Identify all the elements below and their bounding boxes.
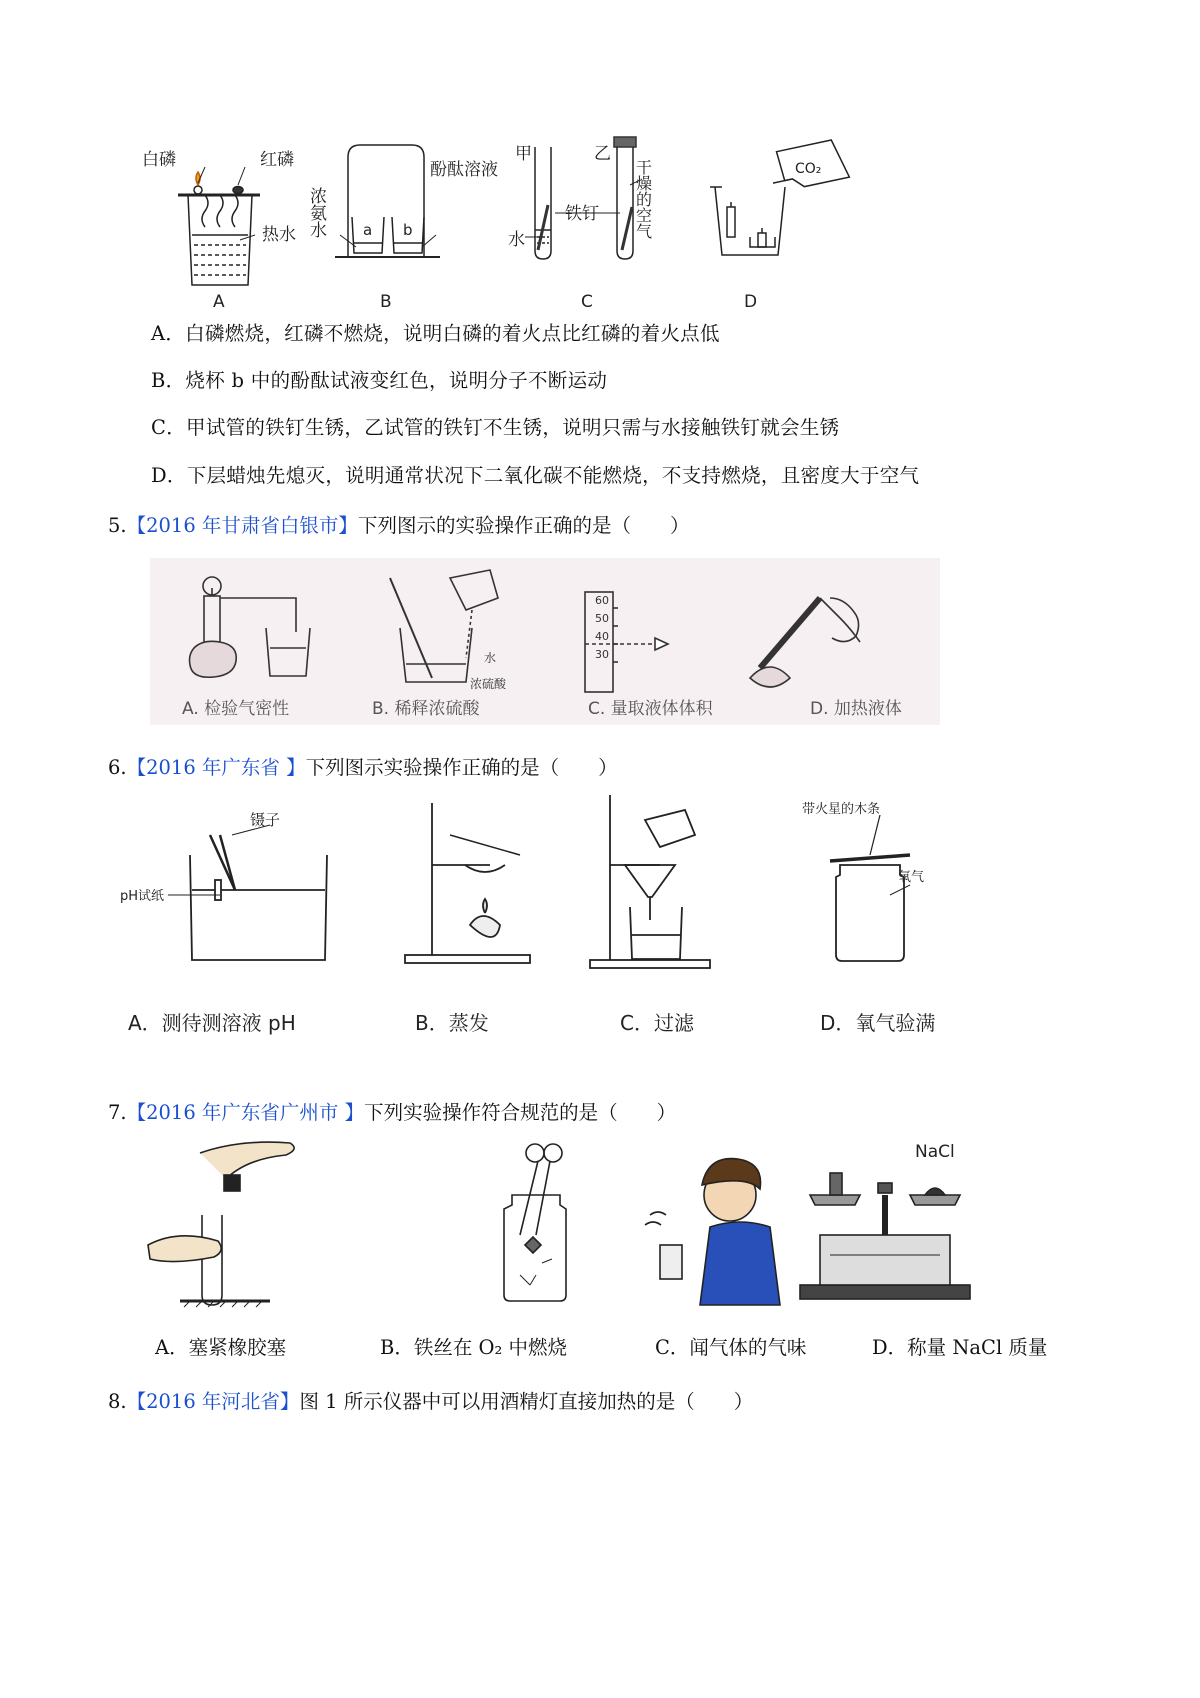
q6-figure <box>120 795 1050 1040</box>
q7-figure <box>140 1135 1070 1310</box>
q7-figure-b <box>504 1144 566 1301</box>
q7-label-nacl: NaCl <box>915 1142 955 1162</box>
q6-label-ph-paper: pH试纸 <box>120 889 165 904</box>
q7-figure-d <box>800 1173 970 1299</box>
q6-figure-c <box>590 795 710 968</box>
q4-figure <box>130 135 940 310</box>
q4-label-water: 水 <box>508 230 525 250</box>
q6-text: 下列图示实验操作正确的是（ ） <box>305 756 618 779</box>
q5-text: 下列图示的实验操作正确的是（ ） <box>357 514 690 537</box>
q8-question <box>108 1386 753 1414</box>
q5-caption-a: A. 检验气密性 <box>182 699 290 719</box>
q7-caption-a: A．塞紧橡胶塞 <box>155 1336 287 1359</box>
q8-text: 图 1 所示仪器中可以用酒精灯直接加热的是（ ） <box>299 1390 754 1413</box>
q4-option-c: C．甲试管的铁钉生锈，乙试管的铁钉不生锈，说明只需与水接触铁钉就会生锈 <box>151 416 840 439</box>
q4-figure-d <box>710 138 849 255</box>
q4-label-iron-nail: 铁钉 <box>565 204 599 224</box>
q5-caption-b: B. 稀释浓硫酸 <box>372 699 480 719</box>
q4-option-b: B．烧杯 b 中的酚酞试液变红色，说明分子不断运动 <box>151 369 608 392</box>
q7-figure-c <box>645 1159 780 1305</box>
q4-figure-a <box>178 167 260 285</box>
q5-scale-30: 30 <box>595 648 609 661</box>
q6-label-tweezers: 镊子 <box>250 811 281 829</box>
q6-caption-d: D．氧气验满 <box>820 1011 936 1035</box>
q5-label-acid: 浓硫酸 <box>470 677 507 691</box>
q8-number: 8. <box>108 1390 127 1413</box>
q5-caption-c: C. 量取液体体积 <box>588 699 713 719</box>
q4-label-b: b <box>403 221 413 239</box>
q4-label-hot-water: 热水 <box>262 225 296 245</box>
q6-caption-b: B．蒸发 <box>415 1011 489 1035</box>
q4-label-jia: 甲 <box>515 144 532 164</box>
q5-source: 【2016 年甘肃省白银市】 <box>126 514 358 537</box>
q4-label-red-p: 红磷 <box>260 150 294 170</box>
q5-figure-svg <box>150 558 940 725</box>
q7-figure-a <box>148 1142 294 1307</box>
q4-label-co2: CO₂ <box>795 161 822 177</box>
q5-label-water: 水 <box>484 651 497 665</box>
q4-figure-c <box>525 137 640 259</box>
q4-option-d: D．下层蜡烛先熄灭，说明通常状况下二氧化碳不能燃烧，不支持燃烧，且密度大于空气 <box>151 464 920 487</box>
q5-question <box>108 510 689 538</box>
q7-question <box>108 1097 676 1125</box>
q7-source: 【2016 年广东省广州市 】 <box>126 1101 365 1124</box>
q6-figure-d <box>830 815 910 961</box>
q6-label-oxygen: 氧气 <box>898 870 925 885</box>
q4-label-phenol: 酚酞溶液 <box>430 160 498 180</box>
q5-caption-d: D. 加热液体 <box>810 699 902 719</box>
q7-caption-b: B．铁丝在 O₂ 中燃烧 <box>380 1336 568 1359</box>
q4-label-a: a <box>363 221 373 239</box>
q5-number: 5. <box>108 514 127 537</box>
q6-figure-b <box>405 803 530 963</box>
q6-figure-a <box>168 825 327 960</box>
q5-scale-40: 40 <box>595 630 609 643</box>
q4-caption-b: B <box>380 292 392 310</box>
q7-caption-d: D．称量 NaCl 质量 <box>872 1336 1048 1359</box>
q4-label-dry-air: 干燥的空气 <box>633 159 653 239</box>
q5-figure-b <box>390 570 498 682</box>
q6-source: 【2016 年广东省 】 <box>126 756 306 779</box>
q5-scale-60: 60 <box>595 594 609 607</box>
q4-option-a: A．白磷燃烧，红磷不燃烧，说明白磷的着火点比红磷的着火点低 <box>151 322 720 345</box>
q5-scale-50: 50 <box>595 612 609 625</box>
q7-caption-c: C．闻气体的气味 <box>655 1336 807 1359</box>
q4-caption-c: C <box>581 292 593 310</box>
q6-caption-c: C．过滤 <box>620 1011 694 1035</box>
q5-figure-d <box>750 598 860 687</box>
q6-label-splint: 带火星的木条 <box>802 802 881 817</box>
q4-label-conc-ammonia: 浓氨水 <box>306 187 326 238</box>
q6-number: 6. <box>108 756 127 779</box>
q6-caption-a: A．测待测溶液 pH <box>128 1011 296 1035</box>
q4-label-white-p: 白磷 <box>142 150 176 170</box>
q8-source: 【2016 年河北省】 <box>126 1390 300 1413</box>
q5-figure <box>150 558 940 725</box>
q5-figure-a <box>190 577 311 677</box>
q4-figure-b <box>335 145 440 257</box>
q4-caption-d: D <box>744 292 758 310</box>
q7-text: 下列实验操作符合规范的是（ ） <box>364 1101 677 1124</box>
q4-label-yi: 乙 <box>594 144 611 164</box>
q6-question <box>108 752 618 780</box>
q4-caption-a: A <box>213 292 225 310</box>
q7-number: 7. <box>108 1101 127 1124</box>
